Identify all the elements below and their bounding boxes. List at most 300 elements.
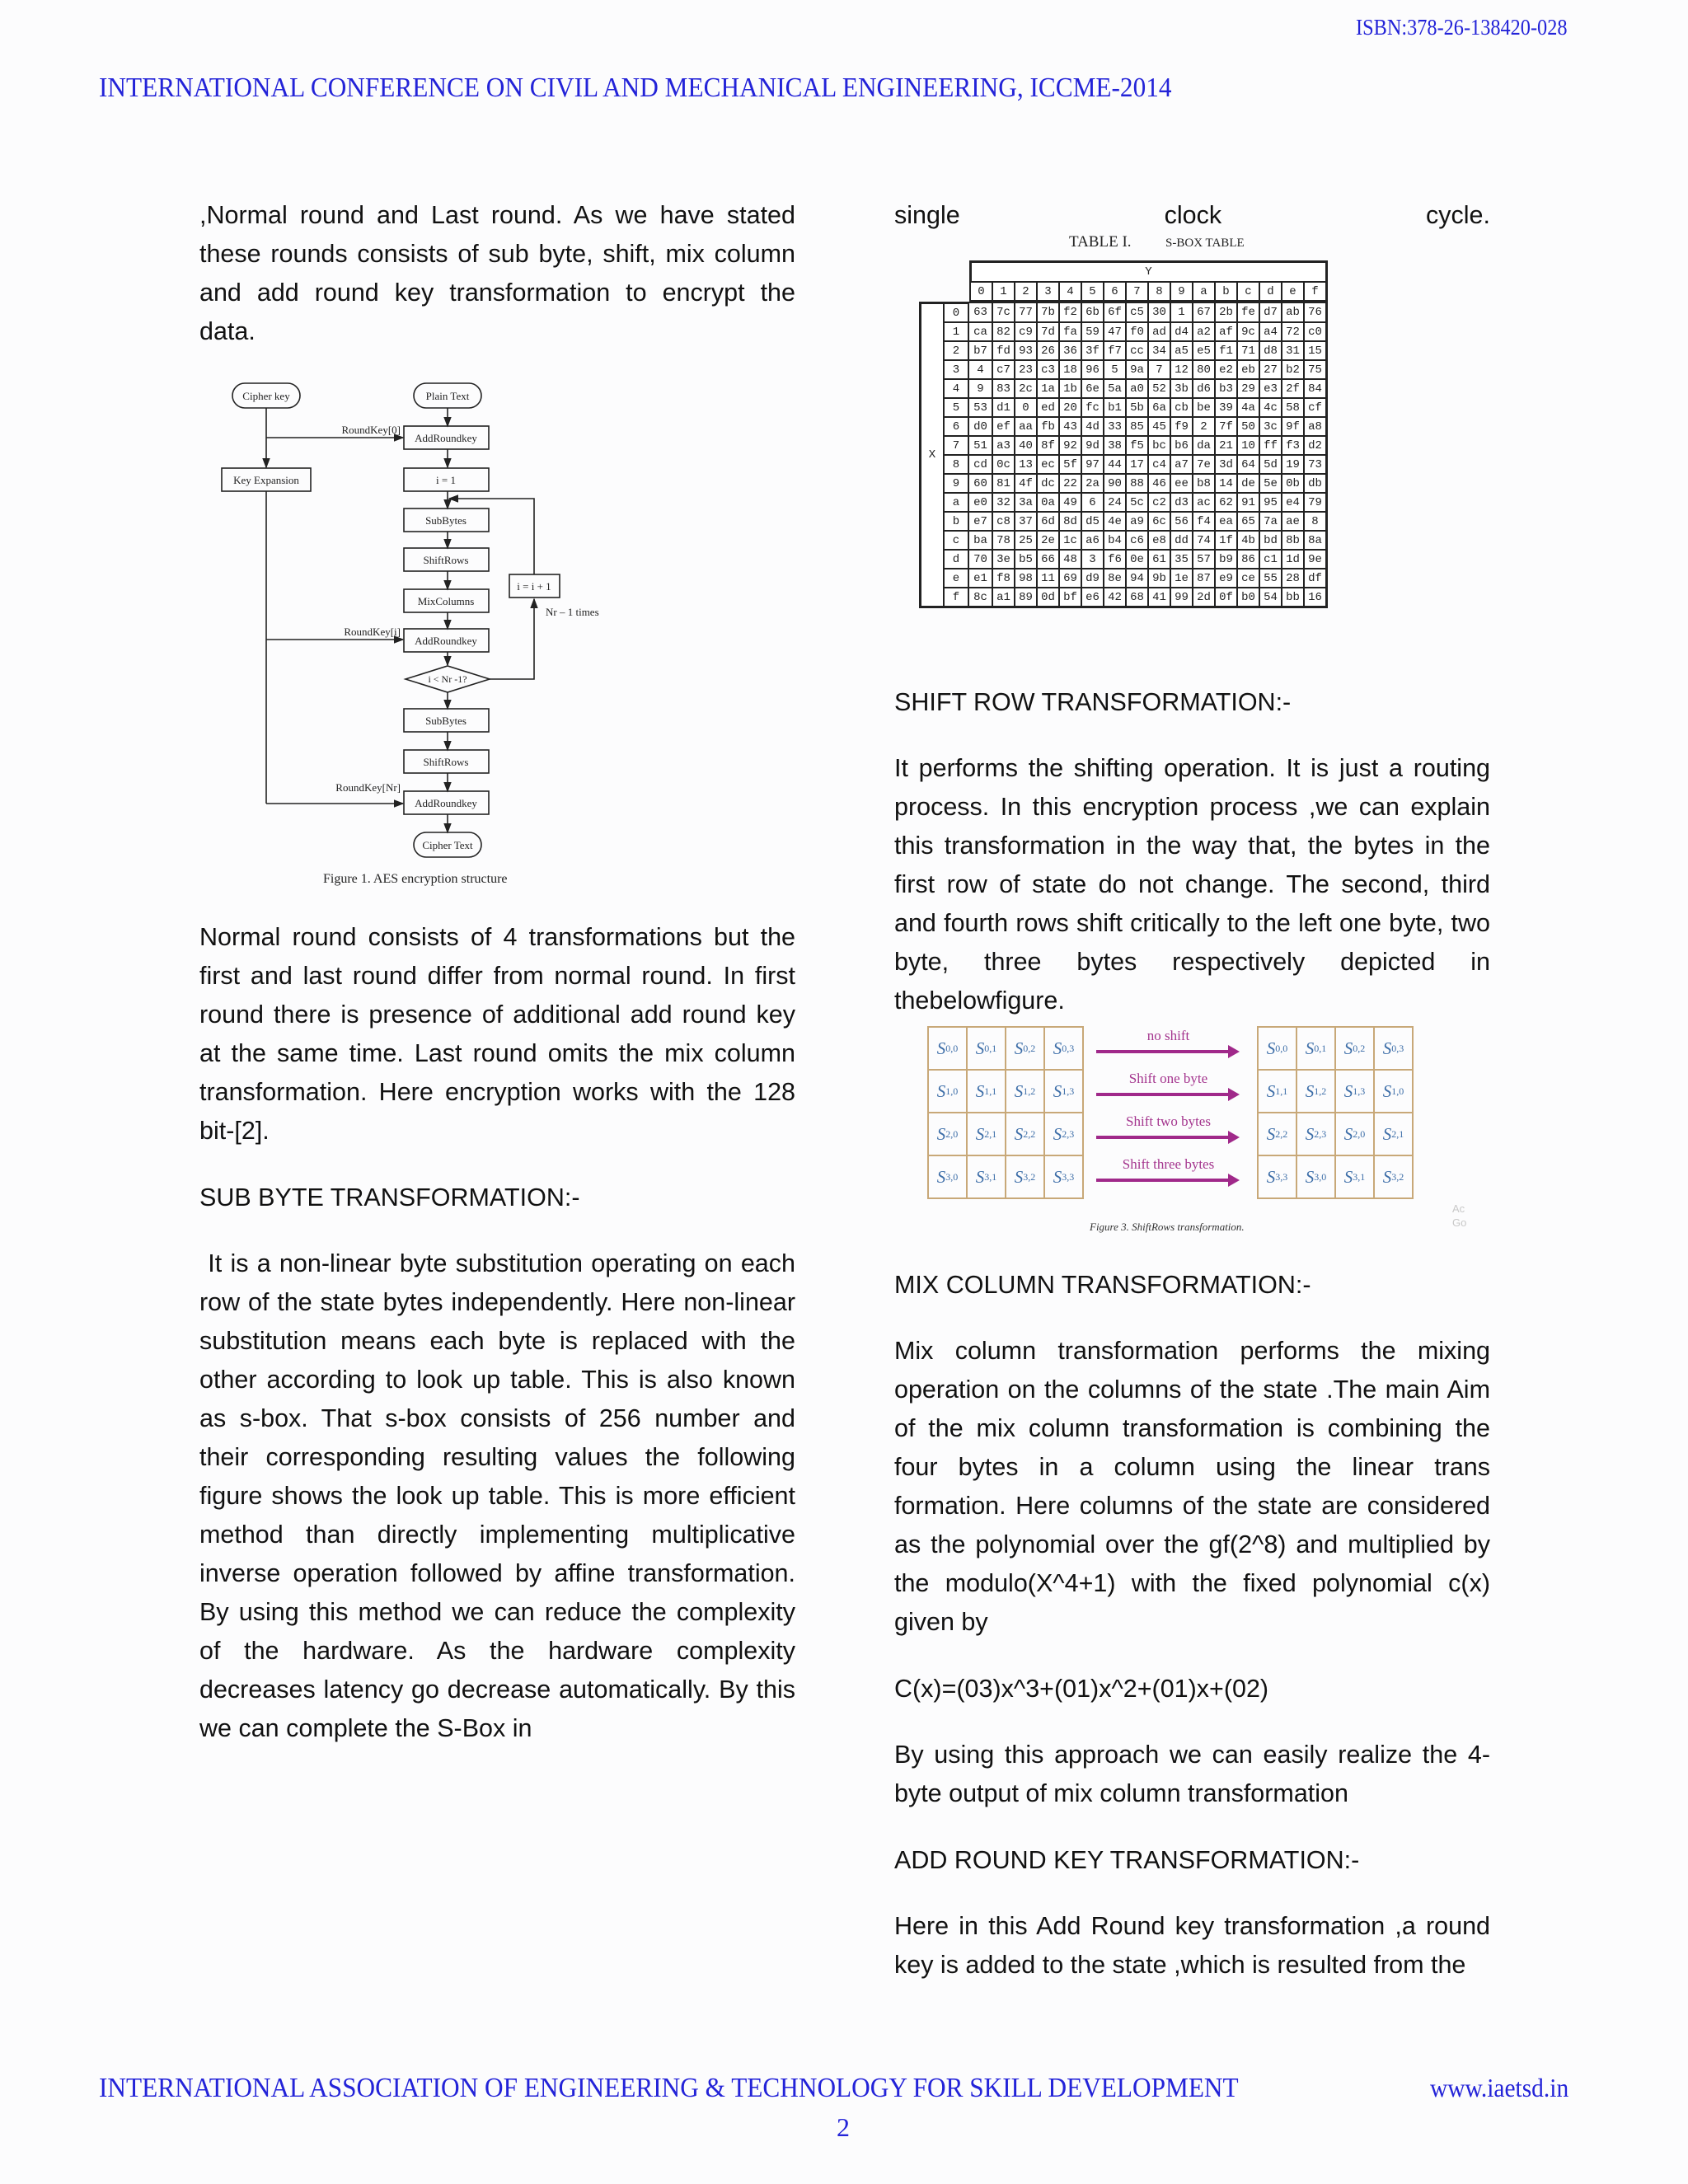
sbox-cell: 52 (1149, 380, 1171, 399)
sbox-cell: 27 (1260, 361, 1282, 380)
watermark-line2: Go (1452, 1216, 1467, 1229)
sbox-cell: 87 (1193, 569, 1216, 588)
sbox-cell: 2 (1193, 418, 1216, 437)
sbox-cell: ae (1282, 513, 1305, 532)
state-cell: S 3,2 (1006, 1155, 1044, 1198)
sbox-cell: 92 (1060, 437, 1082, 456)
sbox-cell: 3a (1015, 494, 1038, 513)
sbox-cell: 0d (1038, 588, 1060, 608)
sbox-cell: 8d (1060, 513, 1082, 532)
shift-rows-2-label: ShiftRows (423, 756, 469, 768)
plain-text-label: Plain Text (425, 390, 470, 402)
sbox-cell: a7 (1171, 456, 1193, 475)
state-cell: S 0,0 (928, 1027, 967, 1070)
sbox-cell: 4b (1238, 532, 1260, 551)
sbox-cell: 65 (1238, 513, 1260, 532)
column-header: 5 (1082, 283, 1104, 302)
word-single: single (894, 201, 960, 229)
sbox-cell: ef (993, 418, 1015, 437)
sbox-cell: 32 (993, 494, 1015, 513)
sbox-cell: b2 (1282, 361, 1305, 380)
sbox-cell: 66 (1038, 551, 1060, 569)
sbox-cell: 4d (1082, 418, 1104, 437)
sbox-cell: 55 (1260, 569, 1282, 588)
sbox-cell: 47 (1104, 323, 1127, 342)
sbox-cell: b8 (1193, 475, 1216, 494)
sbox-cell: f2 (1060, 302, 1082, 323)
sbox-cell: 13 (1015, 456, 1038, 475)
mix-columns-label: MixColumns (417, 595, 475, 607)
sbox-cell: 84 (1305, 380, 1328, 399)
row-header: f (945, 588, 969, 608)
sbox-cell: 91 (1238, 494, 1260, 513)
sbox-cell: 15 (1305, 342, 1328, 361)
conference-title: INTERNATIONAL CONFERENCE ON CIVIL AND MECHANICAL ENGINEERING, ICCME-2014 (99, 73, 1172, 103)
sbox-cell: d1 (993, 399, 1015, 418)
sbox-row (919, 437, 1328, 456)
row-header: d (945, 551, 969, 569)
row-header: 7 (945, 437, 969, 456)
sbox-cell: 83 (993, 380, 1015, 399)
state-cell: S 2,0 (928, 1113, 967, 1155)
row-header: c (945, 532, 969, 551)
sbox-row (919, 475, 1328, 494)
sbox-cell: e6 (1082, 588, 1104, 608)
shiftrows-figure (927, 1026, 1455, 1249)
sbox-cell: 57 (1193, 551, 1216, 569)
sbox-cell: e0 (969, 494, 993, 513)
state-cell: S 1,1 (1258, 1070, 1296, 1113)
sbox-row (919, 494, 1328, 513)
sbox-cell: 94 (1127, 569, 1149, 588)
sbox-cell: 79 (1305, 494, 1328, 513)
sbox-cell: 0f (1216, 588, 1238, 608)
sbox-cell: 2e (1038, 532, 1060, 551)
sub-bytes-1-label: SubBytes (425, 514, 467, 527)
sbox-cell: c4 (1149, 456, 1171, 475)
add-round-key-1-label: AddRoundkey (415, 432, 477, 444)
state-cell: S 3,1 (1335, 1155, 1374, 1198)
column-header: e (1282, 283, 1305, 302)
row-header: 8 (945, 456, 969, 475)
shift-arrow (1096, 1028, 1240, 1071)
state-cell: S 1,2 (1296, 1070, 1335, 1113)
sbox-cell: 1c (1060, 532, 1082, 551)
sbox-cell: ac (1193, 494, 1216, 513)
sbox-cell: 48 (1060, 551, 1082, 569)
sbox-cell: a8 (1305, 418, 1328, 437)
state-cell: S 0,1 (1296, 1027, 1335, 1070)
sbox-caption-title: S-BOX TABLE (1165, 237, 1245, 250)
column-header: a (1193, 283, 1216, 302)
state-cell: S 1,2 (1006, 1070, 1044, 1113)
sbox-cell: 9c (1238, 323, 1260, 342)
shift-row-paragraph: It performs the shifting operation. It is just a routing process. In this encryption process ,we can explain this transformation in the way that, the bytes in the first row of state do not change. The second, third and fourth rows shift critically to the left one byte, two byte, three bytes respectively depicted in thebelowfigure. (894, 754, 1490, 1015)
sbox-cell: 3 (1082, 551, 1104, 569)
sbox-cell: 70 (969, 551, 993, 569)
sbox-cell: a0 (1127, 380, 1149, 399)
cipher-key-label: Cipher key (242, 390, 290, 402)
sbox-cell: 3d (1216, 456, 1238, 475)
sbox-cell: cb (1171, 399, 1193, 418)
sbox-cell: 1f (1216, 532, 1238, 551)
sbox-cell: 7e (1193, 456, 1216, 475)
sbox-cell: 51 (969, 437, 993, 456)
sbox-cell: 16 (1305, 588, 1328, 608)
left-column-rounds (199, 918, 795, 1151)
sbox-cell: b9 (1216, 551, 1238, 569)
sbox-cell: ed (1038, 399, 1060, 418)
arrow-right-icon (1228, 1045, 1240, 1058)
sbox-cell: c0 (1305, 323, 1328, 342)
sbox-caption (1069, 233, 1245, 251)
column-header: 3 (1038, 283, 1060, 302)
sbox-cell: 74 (1193, 532, 1216, 551)
sbox-row (919, 513, 1328, 532)
column-header: 0 (969, 283, 993, 302)
state-cell: S 0,3 (1374, 1027, 1413, 1070)
sbox-cell: de (1238, 475, 1260, 494)
sbox-cell: bd (1260, 532, 1282, 551)
sbox-row (919, 399, 1328, 418)
sbox-cell: ec (1038, 456, 1060, 475)
decision-label: i < Nr -1? (428, 673, 467, 685)
sbox-cell: 29 (1238, 380, 1260, 399)
sbox-cell: 24 (1104, 494, 1127, 513)
sbox-cell: 0c (993, 456, 1015, 475)
state-cell: S 2,3 (1044, 1113, 1083, 1155)
sbox-cell: 10 (1238, 437, 1260, 456)
sbox-cell: 5b (1127, 399, 1149, 418)
sbox-cell: 88 (1127, 475, 1149, 494)
column-header: f (1305, 283, 1328, 302)
sbox-cell: ea (1216, 513, 1238, 532)
sbox-cell: b6 (1171, 437, 1193, 456)
activation-watermark (1452, 1202, 1466, 1230)
sbox-row (919, 588, 1328, 608)
sub-byte-heading: SUB BYTE TRANSFORMATION:- (199, 1183, 580, 1212)
figure3-caption: Figure 3. ShiftRows transformation. (1090, 1221, 1245, 1233)
state-cell: S 2,2 (1258, 1113, 1296, 1155)
sbox-cell: d3 (1171, 494, 1193, 513)
sbox-cell: 9d (1082, 437, 1104, 456)
sbox-cell: 5e (1260, 475, 1282, 494)
sbox-cell: 56 (1171, 513, 1193, 532)
isbn-label: ISBN:378-26-138420-028 (1356, 15, 1568, 40)
sbox-cell: af (1216, 323, 1238, 342)
sbox-cell: 7b (1038, 302, 1060, 323)
output-state-grid (1257, 1026, 1414, 1199)
sbox-cell: 12 (1171, 361, 1193, 380)
sbox-cell: 21 (1216, 437, 1238, 456)
sbox-cell: 62 (1216, 494, 1238, 513)
sbox-cell: b0 (1238, 588, 1260, 608)
state-cell: S 3,3 (1258, 1155, 1296, 1198)
state-cell: S 2,2 (1006, 1113, 1044, 1155)
column-header: 9 (1171, 283, 1193, 302)
sbox-cell: 86 (1238, 551, 1260, 569)
state-cell: S 2,3 (1296, 1113, 1335, 1155)
sbox-cell: d7 (1260, 302, 1282, 323)
mix-column-result: By using this approach we can easily realize the 4-byte output of mix column transformation (894, 1741, 1490, 1807)
sbox-cell: eb (1238, 361, 1260, 380)
sbox-cell: fb (1038, 418, 1060, 437)
sbox-cell: 6c (1149, 513, 1171, 532)
sbox-cell: 28 (1282, 569, 1305, 588)
arrow-line (1096, 1093, 1230, 1096)
arrow-line (1096, 1050, 1230, 1053)
row-header: 1 (945, 323, 969, 342)
sbox-cell: f0 (1127, 323, 1149, 342)
y-axis-label: Y (969, 260, 1328, 283)
sbox-cell: 98 (1015, 569, 1038, 588)
shift-arrow (1096, 1156, 1240, 1199)
sbox-cell: fe (1238, 302, 1260, 323)
sbox-cell: 9a (1127, 361, 1149, 380)
init-i-label: i = 1 (436, 474, 456, 486)
row-header: e (945, 569, 969, 588)
sbox-cell: d6 (1193, 380, 1216, 399)
round-key-nr-label: RoundKey[Nr] (335, 781, 401, 794)
state-cell: S 3,2 (1374, 1155, 1413, 1198)
sbox-cell: 37 (1015, 513, 1038, 532)
add-round-key-2-label: AddRoundkey (415, 635, 477, 647)
state-cell: S 3,3 (1044, 1155, 1083, 1198)
sbox-row (919, 551, 1328, 569)
sbox-cell: f1 (1216, 342, 1238, 361)
polynomial-equation: C(x)=(03)x^3+(01)x^2+(01)x+(02) (894, 1675, 1269, 1703)
column-header: b (1216, 283, 1238, 302)
sbox-cell: aa (1015, 418, 1038, 437)
sbox-cell: c8 (993, 513, 1015, 532)
sbox-cell: d8 (1260, 342, 1282, 361)
sbox-row (919, 361, 1328, 380)
sbox-cell: 3e (993, 551, 1015, 569)
increment-label: i = i + 1 (517, 580, 551, 593)
sbox-cell: 75 (1305, 361, 1328, 380)
sbox-cell: b5 (1015, 551, 1038, 569)
sbox-cell: 39 (1216, 399, 1238, 418)
arrow-line (1096, 1179, 1230, 1182)
sbox-cell: 3f (1082, 342, 1104, 361)
sbox-cell: 76 (1305, 302, 1328, 323)
sbox-cell: 6b (1082, 302, 1104, 323)
column-header: 4 (1060, 283, 1082, 302)
mix-column-heading: MIX COLUMN TRANSFORMATION:- (894, 1271, 1311, 1299)
cipher-text-label: Cipher Text (422, 839, 473, 851)
state-cell: S 2,1 (967, 1113, 1006, 1155)
sbox-cell: 1e (1171, 569, 1193, 588)
state-cell: S 2,1 (1374, 1113, 1413, 1155)
sbox-cell: 7d (1038, 323, 1060, 342)
sbox-cell: 34 (1149, 342, 1171, 361)
sbox-cell: 4e (1104, 513, 1127, 532)
sbox-cell: 6f (1104, 302, 1127, 323)
sbox-cell: 4a (1238, 399, 1260, 418)
sbox-caption-number: TABLE I. (1069, 233, 1132, 251)
sbox-cell: 18 (1060, 361, 1082, 380)
sbox-cell: c9 (1015, 323, 1038, 342)
sbox-cell: 5d (1260, 456, 1282, 475)
sbox-cell: 42 (1104, 588, 1127, 608)
sbox-cell: 8e (1104, 569, 1127, 588)
left-column-intro (199, 196, 795, 351)
sbox-cell: 5 (1104, 361, 1127, 380)
figure1-caption: Figure 1. AES encryption structure (323, 872, 508, 886)
sbox-cell: fc (1082, 399, 1104, 418)
add-round-key-heading: ADD ROUND KEY TRANSFORMATION:- (894, 1846, 1360, 1874)
sbox-cell: 8f (1038, 437, 1060, 456)
sbox-cell: a3 (993, 437, 1015, 456)
sbox-cell: e4 (1282, 494, 1305, 513)
sbox-cell: da (1193, 437, 1216, 456)
rounds-paragraph: Normal round consists of 4 transformations but the first and last round differ from normal round. In first round there is presence of additional add round key at the same time. Last round omits the mix column transformation. Here encryption works with the 128 bit-[2]. (199, 923, 795, 1145)
sbox-cell: 14 (1216, 475, 1238, 494)
column-header: 1 (993, 283, 1015, 302)
sbox-cell: 72 (1282, 323, 1305, 342)
sbox-cell: db (1305, 475, 1328, 494)
sbox-cell: a2 (1193, 323, 1216, 342)
sbox-cell: a4 (1260, 323, 1282, 342)
sbox-cell: 19 (1282, 456, 1305, 475)
sbox-cell: e5 (1193, 342, 1216, 361)
sbox-cell: bc (1149, 437, 1171, 456)
sbox-cell: 2d (1193, 588, 1216, 608)
sbox-cell: a5 (1171, 342, 1193, 361)
sbox-cell: 5c (1127, 494, 1149, 513)
sbox-cell: be (1193, 399, 1216, 418)
sbox-cell: ba (969, 532, 993, 551)
key-expansion-label: Key Expansion (233, 474, 299, 486)
sbox-cell: 36 (1060, 342, 1082, 361)
x-axis-label: X (919, 302, 945, 608)
sbox-cell: a1 (993, 588, 1015, 608)
word-clock: clock (1164, 201, 1222, 229)
sbox-cell: 71 (1238, 342, 1260, 361)
footer-association: INTERNATIONAL ASSOCIATION OF ENGINEERING & TECHNOLOGY FOR SKILL DEVELOPMENT (99, 2073, 1239, 2103)
sbox-cell: cf (1305, 399, 1328, 418)
state-cell: S 0,0 (1258, 1027, 1296, 1070)
sbox-cell: 1a (1038, 380, 1060, 399)
continuation-line (894, 196, 1490, 235)
sbox-cell: 38 (1104, 437, 1127, 456)
sbox-cell: 77 (1015, 302, 1038, 323)
sbox-cell: 26 (1038, 342, 1060, 361)
shift-arrow (1096, 1113, 1240, 1156)
sbox-cell: f4 (1193, 513, 1216, 532)
sbox-cell: e1 (969, 569, 993, 588)
mix-column-paragraph: Mix column transformation performs the mixing operation on the columns of the state .The main Aim of the mix column transformation is combining the four bytes in a column using the linear trans formation. Here columns of the state are considered as the polynomial over the gf(2^8) and multiplied by the modulo(X^4+1) with the fixed polynomial c(x) given by (894, 1337, 1490, 1636)
sbox-cell: 33 (1104, 418, 1127, 437)
sbox-cell: f9 (1171, 418, 1193, 437)
sbox-cell: 46 (1149, 475, 1171, 494)
row-header: 3 (945, 361, 969, 380)
sbox-cell: b4 (1104, 532, 1127, 551)
arrow-line (1096, 1136, 1230, 1139)
sbox-cell: 60 (969, 475, 993, 494)
state-cell: S 2,0 (1335, 1113, 1374, 1155)
add-round-key-3-label: AddRoundkey (415, 797, 477, 809)
footer-url-link[interactable]: www.iaetsd.in (1430, 2073, 1569, 2102)
row-header: 5 (945, 399, 969, 418)
arrow-right-icon (1228, 1131, 1240, 1144)
sbox-cell: 2b (1216, 302, 1238, 323)
sbox-cell: c7 (993, 361, 1015, 380)
page-number: 2 (837, 2112, 850, 2142)
round-key-0-label: RoundKey[0] (341, 424, 401, 436)
sbox-cell: 25 (1015, 532, 1038, 551)
sbox-cell: ce (1238, 569, 1260, 588)
sbox-cell: 67 (1193, 302, 1216, 323)
state-cell: S 0,3 (1044, 1027, 1083, 1070)
sbox-row (919, 456, 1328, 475)
sbox-cell: df (1305, 569, 1328, 588)
sbox-cell: 23 (1015, 361, 1038, 380)
sbox-cell: bb (1282, 588, 1305, 608)
column-header: 2 (1015, 283, 1038, 302)
sbox-cell: 95 (1260, 494, 1282, 513)
sbox-cell: 73 (1305, 456, 1328, 475)
sbox-cell: f3 (1282, 437, 1305, 456)
sbox-cell: 0b (1282, 475, 1305, 494)
round-key-i-label: RoundKey[i] (344, 626, 401, 638)
sbox-cell: d0 (969, 418, 993, 437)
sbox-cell: 4f (1015, 475, 1038, 494)
sbox-cell: e8 (1149, 532, 1171, 551)
sbox-cell: 4 (969, 361, 993, 380)
sbox-cell: d2 (1305, 437, 1328, 456)
sbox-cell: 2c (1015, 380, 1038, 399)
sbox-row (919, 418, 1328, 437)
state-cell: S 0,2 (1006, 1027, 1044, 1070)
sbox-cell: 7f (1216, 418, 1238, 437)
column-header: c (1238, 283, 1260, 302)
sub-bytes-2-label: SubBytes (425, 715, 467, 727)
sbox-cell: 31 (1282, 342, 1305, 361)
sbox-cell: 0e (1127, 551, 1149, 569)
state-cell: S 1,0 (1374, 1070, 1413, 1113)
sbox-cell: b7 (969, 342, 993, 361)
shift-arrow-label: Shift three bytes (1122, 1156, 1215, 1172)
sbox-cell: f8 (993, 569, 1015, 588)
state-cell: S 1,3 (1044, 1070, 1083, 1113)
sbox-cell: b3 (1216, 380, 1238, 399)
state-cell: S 0,2 (1335, 1027, 1374, 1070)
sbox-cell: 0 (1015, 399, 1038, 418)
sbox-cell: 8c (969, 588, 993, 608)
sbox-cell: cc (1127, 342, 1149, 361)
right-column-add-round-key (894, 1907, 1490, 1985)
sbox-cell: 5f (1060, 456, 1082, 475)
sbox-cell: 3b (1171, 380, 1193, 399)
sbox-cell: 1b (1060, 380, 1082, 399)
sbox-row (919, 532, 1328, 551)
sbox-cell: 20 (1060, 399, 1082, 418)
sbox-cell: 2f (1282, 380, 1305, 399)
sbox-table (919, 260, 1328, 608)
shift-arrow-label: Shift two bytes (1126, 1113, 1211, 1129)
shift-row-heading: SHIFT ROW TRANSFORMATION:- (894, 688, 1292, 716)
shift-arrow-label: no shift (1146, 1028, 1190, 1043)
sbox-row (919, 323, 1328, 342)
state-cell: S 3,1 (967, 1155, 1006, 1198)
sbox-cell: 58 (1282, 399, 1305, 418)
sbox-cell: 22 (1060, 475, 1082, 494)
row-header: 4 (945, 380, 969, 399)
sbox-cell: 61 (1149, 551, 1171, 569)
sbox-cell: 81 (993, 475, 1015, 494)
sbox-cell: d9 (1082, 569, 1104, 588)
